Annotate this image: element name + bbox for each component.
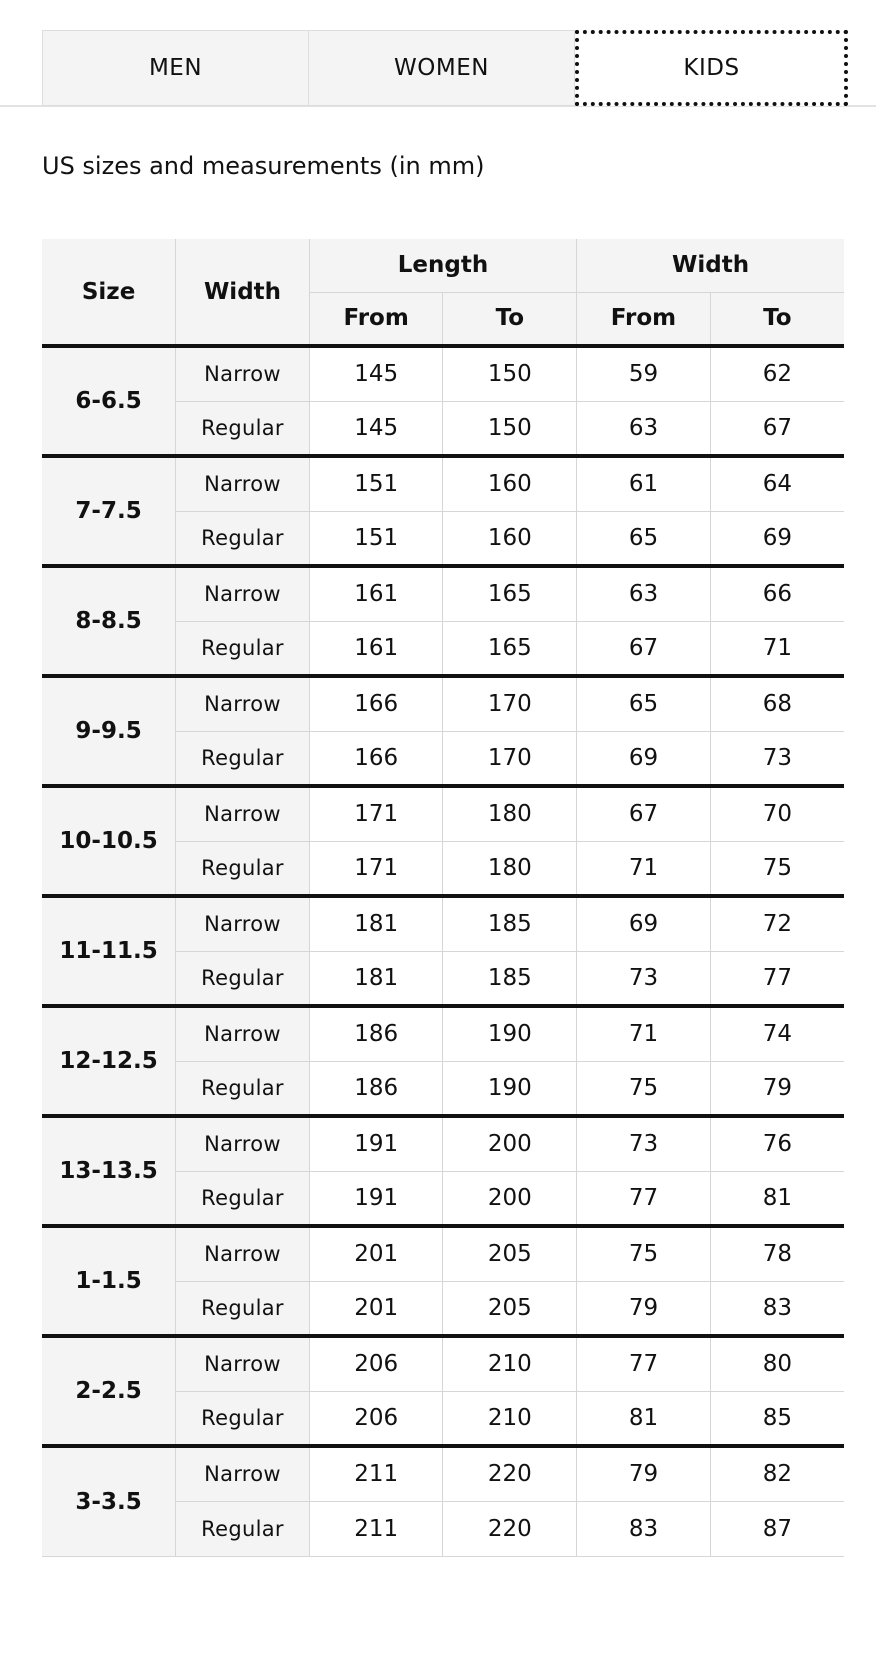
width-type-cell: Regular	[176, 1391, 310, 1446]
tab-kids[interactable]: KIDS	[575, 30, 848, 106]
gender-tabs	[42, 30, 848, 106]
length-from-cell: 211	[309, 1446, 443, 1501]
page-title: US sizes and measurements (in mm)	[42, 152, 485, 180]
size-cell: 9-9.5	[42, 676, 176, 786]
width-to-cell: 73	[710, 731, 844, 786]
size-chart-body	[42, 346, 844, 1556]
length-to-cell: 160	[443, 456, 577, 511]
width-to-cell: 72	[710, 896, 844, 951]
width-from-cell: 71	[577, 1006, 711, 1061]
width-to-cell: 69	[710, 511, 844, 566]
header-width: Width	[176, 239, 310, 346]
length-to-cell: 220	[443, 1501, 577, 1556]
table-row	[42, 1116, 844, 1171]
length-from-cell: 181	[309, 896, 443, 951]
width-from-cell: 79	[577, 1446, 711, 1501]
length-from-cell: 161	[309, 621, 443, 676]
length-to-cell: 200	[443, 1171, 577, 1226]
width-to-cell: 82	[710, 1446, 844, 1501]
width-type-cell: Narrow	[176, 1006, 310, 1061]
width-to-cell: 83	[710, 1281, 844, 1336]
width-to-cell: 68	[710, 676, 844, 731]
width-type-cell: Regular	[176, 401, 310, 456]
width-type-cell: Narrow	[176, 456, 310, 511]
length-from-cell: 181	[309, 951, 443, 1006]
length-from-cell: 145	[309, 401, 443, 456]
length-to-cell: 210	[443, 1336, 577, 1391]
width-from-cell: 61	[577, 456, 711, 511]
table-row	[42, 1336, 844, 1391]
width-type-cell: Regular	[176, 731, 310, 786]
table-row	[42, 456, 844, 511]
width-from-cell: 73	[577, 1116, 711, 1171]
tab-women[interactable]: WOMEN	[309, 30, 575, 106]
width-to-cell: 66	[710, 566, 844, 621]
width-to-cell: 76	[710, 1116, 844, 1171]
width-to-cell: 79	[710, 1061, 844, 1116]
length-to-cell: 150	[443, 346, 577, 401]
width-to-cell: 77	[710, 951, 844, 1006]
length-from-cell: 151	[309, 511, 443, 566]
width-to-cell: 85	[710, 1391, 844, 1446]
header-size: Size	[42, 239, 176, 346]
width-from-cell: 65	[577, 676, 711, 731]
length-from-cell: 171	[309, 786, 443, 841]
width-from-cell: 71	[577, 841, 711, 896]
width-from-cell: 63	[577, 401, 711, 456]
width-from-cell: 83	[577, 1501, 711, 1556]
width-type-cell: Narrow	[176, 1446, 310, 1501]
width-from-cell: 75	[577, 1226, 711, 1281]
length-to-cell: 180	[443, 841, 577, 896]
width-type-cell: Narrow	[176, 346, 310, 401]
size-cell: 12-12.5	[42, 1006, 176, 1116]
length-from-cell: 166	[309, 731, 443, 786]
length-from-cell: 151	[309, 456, 443, 511]
length-to-cell: 205	[443, 1281, 577, 1336]
size-cell: 10-10.5	[42, 786, 176, 896]
table-row	[42, 566, 844, 621]
width-type-cell: Narrow	[176, 896, 310, 951]
header-width-group: Width	[577, 239, 844, 292]
length-to-cell: 170	[443, 676, 577, 731]
width-type-cell: Regular	[176, 1281, 310, 1336]
length-from-cell: 211	[309, 1501, 443, 1556]
width-type-cell: Narrow	[176, 1116, 310, 1171]
width-type-cell: Regular	[176, 951, 310, 1006]
width-from-cell: 59	[577, 346, 711, 401]
length-from-cell: 186	[309, 1006, 443, 1061]
width-from-cell: 65	[577, 511, 711, 566]
size-cell: 1-1.5	[42, 1226, 176, 1336]
length-to-cell: 220	[443, 1446, 577, 1501]
length-to-cell: 150	[443, 401, 577, 456]
length-to-cell: 205	[443, 1226, 577, 1281]
header-length: Length	[309, 239, 576, 292]
table-row	[42, 786, 844, 841]
width-type-cell: Regular	[176, 841, 310, 896]
length-from-cell: 191	[309, 1116, 443, 1171]
width-from-cell: 77	[577, 1171, 711, 1226]
length-from-cell: 191	[309, 1171, 443, 1226]
width-type-cell: Regular	[176, 1501, 310, 1556]
width-type-cell: Regular	[176, 621, 310, 676]
size-cell: 2-2.5	[42, 1336, 176, 1446]
width-from-cell: 75	[577, 1061, 711, 1116]
width-type-cell: Narrow	[176, 566, 310, 621]
length-from-cell: 161	[309, 566, 443, 621]
size-cell: 6-6.5	[42, 346, 176, 456]
size-cell: 7-7.5	[42, 456, 176, 566]
header-length-from: From	[309, 292, 443, 346]
header-width-from: From	[577, 292, 711, 346]
size-cell: 8-8.5	[42, 566, 176, 676]
table-row	[42, 346, 844, 401]
width-from-cell: 63	[577, 566, 711, 621]
table-row	[42, 1006, 844, 1061]
width-type-cell: Narrow	[176, 1226, 310, 1281]
width-to-cell: 78	[710, 1226, 844, 1281]
size-cell: 11-11.5	[42, 896, 176, 1006]
table-row	[42, 1446, 844, 1501]
width-type-cell: Regular	[176, 1171, 310, 1226]
width-to-cell: 70	[710, 786, 844, 841]
length-from-cell: 145	[309, 346, 443, 401]
length-to-cell: 165	[443, 566, 577, 621]
width-to-cell: 80	[710, 1336, 844, 1391]
length-to-cell: 170	[443, 731, 577, 786]
length-from-cell: 171	[309, 841, 443, 896]
width-to-cell: 74	[710, 1006, 844, 1061]
length-to-cell: 165	[443, 621, 577, 676]
width-type-cell: Narrow	[176, 786, 310, 841]
width-to-cell: 75	[710, 841, 844, 896]
length-from-cell: 206	[309, 1391, 443, 1446]
table-row	[42, 896, 844, 951]
width-from-cell: 77	[577, 1336, 711, 1391]
length-to-cell: 200	[443, 1116, 577, 1171]
size-chart-table	[42, 239, 844, 1557]
width-type-cell: Narrow	[176, 1336, 310, 1391]
width-type-cell: Regular	[176, 511, 310, 566]
length-to-cell: 185	[443, 896, 577, 951]
width-from-cell: 69	[577, 731, 711, 786]
length-to-cell: 190	[443, 1061, 577, 1116]
length-from-cell: 166	[309, 676, 443, 731]
length-from-cell: 186	[309, 1061, 443, 1116]
width-to-cell: 71	[710, 621, 844, 676]
width-to-cell: 64	[710, 456, 844, 511]
header-length-to: To	[443, 292, 577, 346]
width-from-cell: 69	[577, 896, 711, 951]
length-from-cell: 201	[309, 1226, 443, 1281]
width-to-cell: 87	[710, 1501, 844, 1556]
size-cell: 13-13.5	[42, 1116, 176, 1226]
width-type-cell: Narrow	[176, 676, 310, 731]
length-from-cell: 206	[309, 1336, 443, 1391]
length-to-cell: 160	[443, 511, 577, 566]
tab-men[interactable]: MEN	[42, 30, 309, 106]
table-row	[42, 676, 844, 731]
length-to-cell: 180	[443, 786, 577, 841]
width-from-cell: 81	[577, 1391, 711, 1446]
table-row	[42, 1226, 844, 1281]
header-width-to: To	[710, 292, 844, 346]
width-from-cell: 67	[577, 786, 711, 841]
width-to-cell: 67	[710, 401, 844, 456]
length-to-cell: 210	[443, 1391, 577, 1446]
length-to-cell: 190	[443, 1006, 577, 1061]
width-from-cell: 73	[577, 951, 711, 1006]
length-from-cell: 201	[309, 1281, 443, 1336]
size-cell: 3-3.5	[42, 1446, 176, 1556]
width-to-cell: 62	[710, 346, 844, 401]
length-to-cell: 185	[443, 951, 577, 1006]
width-type-cell: Regular	[176, 1061, 310, 1116]
width-from-cell: 67	[577, 621, 711, 676]
width-to-cell: 81	[710, 1171, 844, 1226]
width-from-cell: 79	[577, 1281, 711, 1336]
